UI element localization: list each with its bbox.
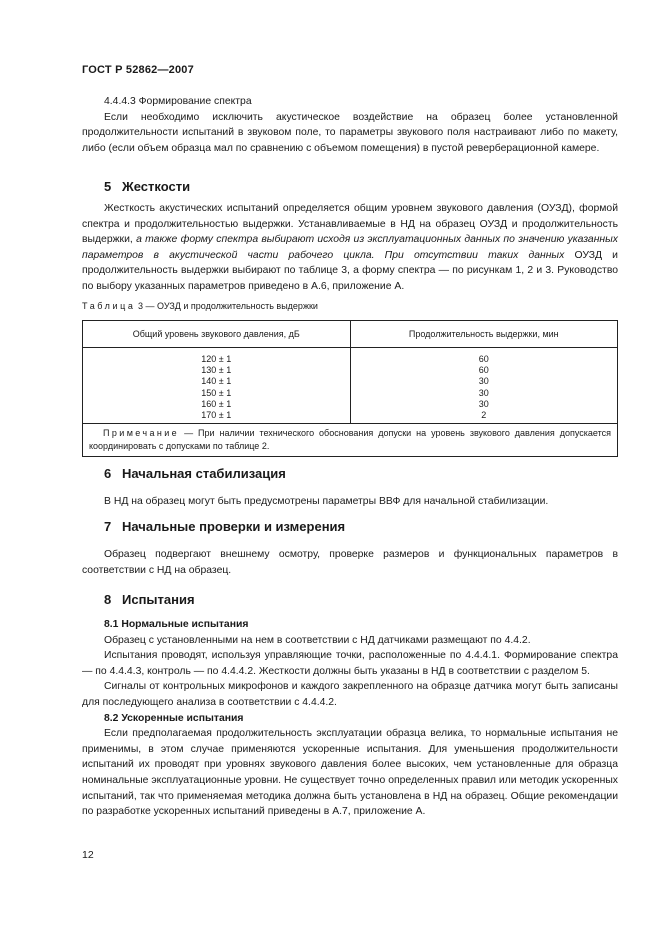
paragraph: Если предполагаемая продолжительность эксплуатации образца велика, то нормальные испытания не применимы, в этом случае применяются ускоренные испытания. Для уменьшения продолжительности испытаний их проводят при уровнях звукового давления более высоких, чем установленные для образца номинальные эксплуатационные уровни. Не существует точно определенных правил или методик ускоренных испытаний, так что применяемая методика должна быть установлена в НД на образец. Общие рекомендации по разработке ускоренных испытаний приведены в А.7, приложение А. — [82, 728, 618, 818]
section-4-4-4-3 — [82, 94, 618, 156]
section-8-body — [82, 617, 618, 820]
table-cell: 60 60 30 30 30 2 — [350, 348, 618, 424]
table-header: Общий уровень звукового давления, дБ — [83, 321, 351, 348]
section-heading-7: 7 Начальные проверки и измерения — [104, 519, 346, 534]
table-caption: Таблица 3 — ОУЗД и продолжительность выдержки — [82, 301, 318, 311]
table-note: Примечание — При наличии технического обоснования допуски на уровень звукового давления допускается координировать с допусками по таблице 2. — [83, 424, 618, 457]
section-heading-5: 5 Жесткости — [104, 179, 191, 194]
subsection-title: 4.4.4.3 Формирование спектра — [104, 96, 252, 107]
table-header: Продолжительность выдержки, мин — [350, 321, 618, 348]
section-6-body — [82, 494, 618, 510]
table-3 — [82, 320, 618, 457]
paragraph: Испытания проводят, используя управляющие точки, расположенные по 4.4.4.1. Формирование спектра — по 4.4.4.3, контроль — по 4.4.4.2. Жесткости должны быть указаны в НД в соответствии с разделом 5. — [82, 650, 618, 677]
table-cell: 120 ± 1 130 ± 1 140 ± 1 150 ± 1 160 ± 1 170 ± 1 — [83, 348, 351, 424]
section-7-body — [82, 547, 618, 578]
paragraph: В НД на образец могут быть предусмотрены параметры ВВФ для начальной стабилизации. — [104, 496, 549, 507]
paragraph: Образец с установленными на нем в соответствии с НД датчиками размещают по 4.4.2. — [104, 634, 531, 646]
paragraph: Сигналы от контрольных микрофонов и каждого закрепленного на образце датчика могут быть записаны для последующего анализа в соответствии с 4.4.4.2. — [82, 681, 618, 708]
section-heading-8: 8 Испытания — [104, 592, 195, 607]
document-header: ГОСТ Р 52862—2007 — [82, 64, 194, 76]
section-heading-6: 6 Начальная стабилизация — [104, 466, 286, 481]
subsection-title-8-1: 8.1 Нормальные испытания — [104, 619, 249, 630]
section-5-body — [82, 201, 618, 295]
subsection-title-8-2: 8.2 Ускоренные испытания — [104, 712, 244, 724]
paragraph: Образец подвергают внешнему осмотру, проверке размеров и функциональных параметров в соответствии с НД на образец. — [82, 549, 618, 576]
page-number: 12 — [82, 849, 94, 861]
paragraph: Жесткость акустических испытаний определяется общим уровнем звукового давления (ОУЗД), формой спектра и продолжительностью выдержки. Устанавливаемые в НД на образец ОУЗД и продолжительность выдержки, а также форму спектра выбирают исходя из эксплуатационных данных по значению указанных параметров в акустической части рабочего цикла. При отсутствии таких данных ОУЗД и продолжительность выдержки выбирают по таблице 3, а форму спектра — по рисункам 1, 2 и 3. Руководство по выбору указанных параметров приведено в А.6, приложение А. — [82, 203, 618, 292]
paragraph: Если необходимо исключить акустическое воздействие на образец более установленной продолжительности испытаний в звуковом поле, то параметры звукового поля настраивают либо по макету, либо (если объем образца мал по сравнению с объемом помещения) в пустой реверберационной камере. — [82, 111, 618, 154]
